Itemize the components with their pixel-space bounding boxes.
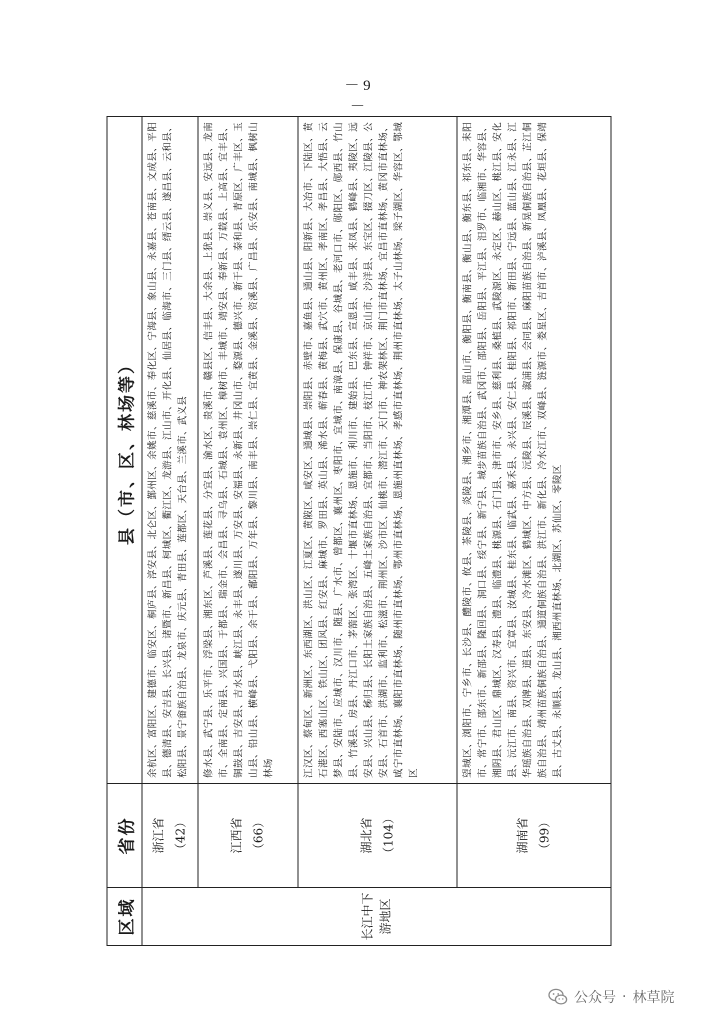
watermark-account-name: 林草院 (632, 990, 675, 1006)
county-list: 江汉区、蔡甸区、新洲区、东西湖区、洪山区、江夏区、黄陂区、咸安区、通城县、崇阳县、赤壁市、嘉鱼县、通山县、阳新县、大冶市、下陆区、黄石港区、西塞山区、铁山区、团风县、红安县、麻城市、罗田县、英山县、浠水县、蕲春县、黄梅县、武穴市、黄州区、孝南区、孝昌县、大悟县、云梦县、安陆市、应城市、汉川市、随县、广水市、曾都区、襄州区、枣阳市、宜城市、南漳县、保康县、谷城县、老河口市、郧阳区、郧西县、竹山县、竹溪县、房县、丹江口市、茅箭区、张湾区、十堰市直林场、恩施市、利川市、建始县、巴东县、宣恩县、咸丰县、来凤县、鹤峰县、夷陵区、远安县、兴山县、秭归县、长阳土家族自治县、五峰土家族自治县、宜都市、当阳市、枝江市、钟祥市、京山市、沙洋县、东宝区、掇刀区、江陵县、公安县、石首市、洪湖市、监利市、松滋市、荆州区、沙市区、仙桃市、潜江市、天门市、神农架林区、荆门市直林场、宜昌市直林场、黄冈市直林场、咸宁市直林场、襄阳市直林场、随州市直林场、鄂州市直林场、恩施州直林场、孝感市直林场、荆州市直林场、太子山林场、梁子湖区、华容区、鄂城区 (298, 117, 456, 784)
county-list-table (107, 116, 612, 946)
province-name: 江西省 (229, 817, 244, 854)
province-count: （42） (173, 815, 188, 856)
province-name: 湖北省 (359, 817, 374, 854)
table-row (198, 117, 299, 946)
province-count: （104） (381, 812, 396, 859)
county-list: 望城区、浏阳市、宁乡市、长沙县、醴陵市、攸县、茶陵县、炎陵县、湘乡市、湘潭县、韶山市、衡阳县、衡南县、衡山县、衡东县、祁东县、耒阳市、常宁市、邵东市、新邵县、隆回县、洞口县、绥宁县、新宁县、城步苗族自治县、武冈市、邵阳县、岳阳县、平江县、汨罗市、临湘市、华容县、湘阴县、君山区、鼎城区、汉寿县、澧县、临澧县、桃源县、石门县、津市市、安乡县、慈利县、桑植县、武陵源区、永定区、赫山区、桃江县、安化县、沅江市、南县、资兴市、宜章县、汝城县、桂东县、临武县、嘉禾县、永兴县、安仁县、桂阳县、祁阳市、新田县、宁远县、蓝山县、江永县、江华瑶族自治县、双牌县、道县、东安县、冷水滩区、鹤城区、中方县、沅陵县、辰溪县、溆浦县、会同县、麻阳苗族自治县、新晃侗族自治县、芷江侗族自治县、靖州苗族侗族自治县、通道侗族自治县、洪江市、新化县、冷水江市、双峰县、涟源市、娄星区、吉首市、泸溪县、凤凰县、花垣县、保靖县、古丈县、永顺县、龙山县、湘西州直林场、北湖区、苏仙区、零陵区 (457, 117, 611, 784)
province-count: （66） (251, 815, 266, 856)
watermark-account-label: 公众号 (574, 990, 616, 1006)
watermark (548, 984, 674, 1010)
rotated-document-page (107, 76, 612, 946)
wechat-icon (548, 987, 568, 1007)
watermark-separator: · (622, 989, 627, 1005)
table-row (457, 117, 611, 946)
region-cell: 长江中下游地区 (142, 888, 611, 946)
province-name: 浙江省 (151, 817, 166, 854)
header-county: 县（市、区、林场等） (107, 117, 142, 784)
province-cell (142, 784, 198, 888)
header-region: 区域 (107, 888, 142, 946)
province-name: 湖南省 (515, 817, 530, 854)
province-cell (198, 784, 299, 888)
province-cell (298, 784, 456, 888)
province-count: （99） (537, 815, 552, 856)
province-cell (457, 784, 611, 888)
table-row (298, 117, 456, 946)
table-row (142, 117, 198, 946)
header-province: 省份 (107, 784, 142, 888)
county-list: 修水县、武宁县、乐平市、浮梁县、湘东区、芦溪县、莲花县、分宜县、渝水区、贵溪市、赣县区、信丰县、大余县、上犹县、崇义县、安远县、龙南市、全南县、定南县、兴国县、于都县、瑞金市、会昌县、寻乌县、石城县、袁州区、樟树市、丰城市、靖安县、奉新县、万载县、上高县、宜丰县、铜鼓县、吉安县、吉水县、峡江县、永丰县、遂川县、万安县、安福县、永新县、井冈山市、婺源县、德兴市、新干县、泰和县、青原区、广丰区、玉山县、铅山县、横峰县、弋阳县、余干县、鄱阳县、万年县、黎川县、南丰县、崇仁县、宜黄县、金溪县、资溪县、广昌县、乐安县、南城县、枫树山林场 (198, 117, 299, 784)
county-list: 余杭区、富阳区、建德市、临安区、桐庐县、淳安县、北仑区、鄞州区、余姚市、慈溪市、奉化区、宁海县、象山县、永嘉县、苍南县、文成县、平阳县、德清县、安吉县、长兴县、诸暨市、新昌县、柯城区、衢江区、龙游县、江山市、开化县、仙居县、临海市、三门县、缙云县、遂昌县、云和县、松阳县、景宁畲族自治县、龙泉市、庆元县、青田县、莲都区、天台县、兰溪市、武义县 (142, 117, 198, 784)
table-header-row (107, 117, 142, 946)
page-number: － 9 － (344, 78, 371, 115)
